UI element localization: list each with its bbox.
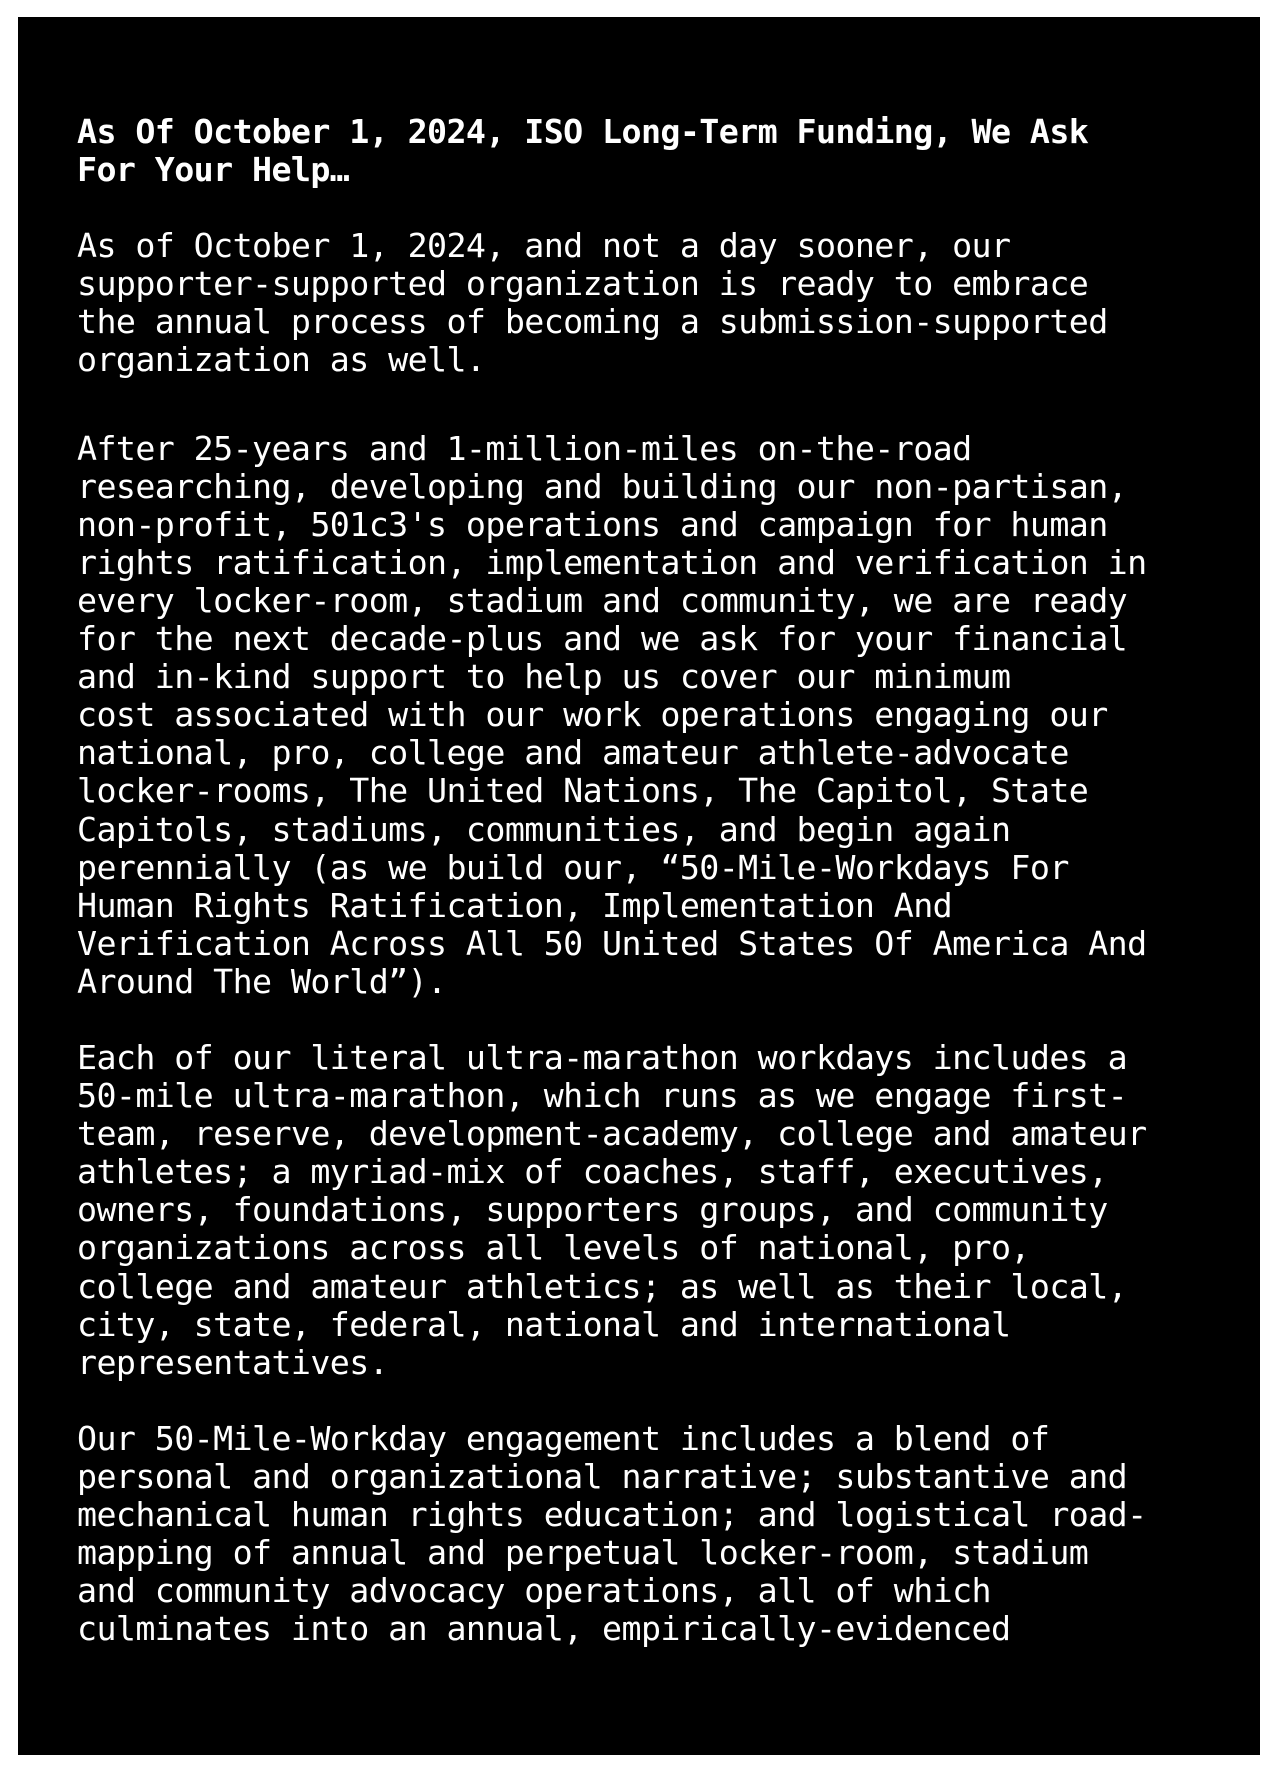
- document-panel: [18, 17, 1260, 1755]
- paragraph-4: [77, 1420, 1227, 1649]
- text-line: rights ratification, implementation and verification in: [77, 542, 1147, 582]
- text-line: representatives.: [77, 1342, 389, 1382]
- text-line: researching, developing and building our non-partisan,: [77, 466, 1128, 506]
- text-line: After 25-years and 1-million-miles on-the-road: [77, 428, 972, 468]
- text-line: organization as well.: [77, 340, 486, 380]
- text-line: the annual process of becoming a submission-supported: [77, 302, 1108, 342]
- document-title: [77, 113, 1227, 189]
- text-line: and in-kind support to help us cover our minimum: [77, 657, 1011, 697]
- text-line: national, pro, college and amateur athlete-advocate: [77, 733, 1069, 773]
- text-line: Our 50-Mile-Workday engagement includes a blend of: [77, 1418, 1050, 1458]
- text-line: every locker-room, stadium and community, we are ready: [77, 580, 1128, 620]
- text-line: locker-rooms, The United Nations, The Capitol, State: [77, 771, 1089, 811]
- text-line: Around The World”).: [77, 961, 447, 1001]
- paragraph-2: [77, 430, 1227, 1001]
- text-line: perennially (as we build our, “50-Mile-Workdays For: [77, 847, 1069, 887]
- text-line: non-profit, 501c3's operations and campaign for human: [77, 504, 1108, 544]
- text-line: culminates into an annual, empirically-evidenced: [77, 1609, 1011, 1649]
- text-line: mapping of annual and perpetual locker-room, stadium: [77, 1533, 1089, 1573]
- text-line: As of October 1, 2024, and not a day sooner, our: [77, 226, 1011, 266]
- text-line: mechanical human rights education; and logistical road-: [77, 1495, 1147, 1534]
- text-line: and community advocacy operations, all of which: [77, 1571, 991, 1611]
- text-line: personal and organizational narrative; substantive and: [77, 1456, 1128, 1496]
- text-line: Capitols, stadiums, communities, and begin again: [77, 809, 1011, 849]
- text-line: for the next decade-plus and we ask for your financial: [77, 619, 1128, 659]
- text-line: supporter-supported organization is ready to embrace: [77, 264, 1089, 304]
- title-line: As Of October 1, 2024, ISO Long-Term Funding, We Ask: [77, 112, 1089, 151]
- text-line: athletes; a myriad-mix of coaches, staff, executives,: [77, 1152, 1108, 1192]
- document-body: [77, 113, 1227, 1648]
- text-line: Each of our literal ultra-marathon workdays includes a: [77, 1037, 1128, 1077]
- text-line: college and amateur athletics; as well as their local,: [77, 1266, 1128, 1306]
- text-line: city, state, federal, national and international: [77, 1304, 1011, 1344]
- paragraph-3: [77, 1039, 1227, 1382]
- text-line: organizations across all levels of national, pro,: [77, 1228, 1030, 1268]
- text-line: cost associated with our work operations engaging our: [77, 695, 1108, 735]
- text-line: Verification Across All 50 United States Of America And: [77, 923, 1147, 963]
- title-line: For Your Help…: [77, 150, 350, 190]
- text-line: owners, foundations, supporters groups, and community: [77, 1190, 1108, 1230]
- text-line: 50-mile ultra-marathon, which runs as we engage first-: [77, 1076, 1128, 1116]
- text-line: Human Rights Ratification, Implementation And: [77, 885, 953, 925]
- paragraph-1: [77, 227, 1227, 379]
- text-line: team, reserve, development-academy, college and amateur: [77, 1114, 1147, 1154]
